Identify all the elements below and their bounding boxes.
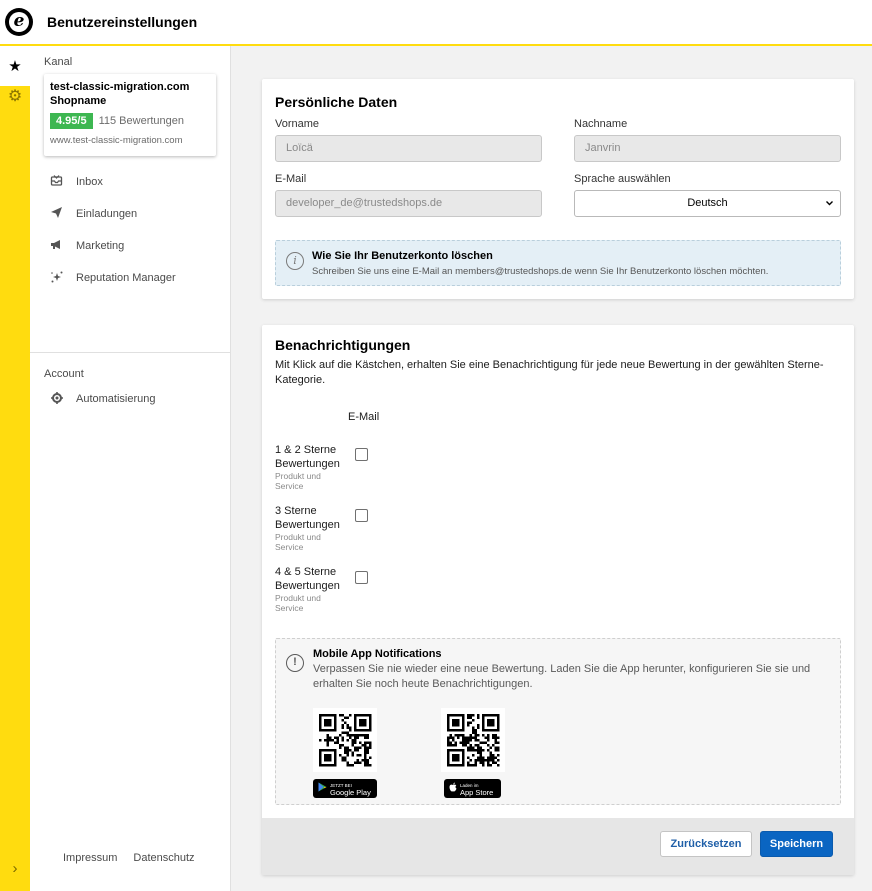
first-name-field[interactable]: Loïcä <box>275 135 542 162</box>
sidebar-item-label: Reputation Manager <box>76 272 176 284</box>
channel-card[interactable] <box>44 74 216 156</box>
chevron-down-icon <box>825 191 834 226</box>
personal-data-title: Persönliche Daten <box>275 94 398 110</box>
notifications-description: Mit Klick auf die Kästchen, erhalten Sie eine Benachrichtigung für jede neue Bewertung in der gewählten Sterne-Kategorie. <box>275 359 824 386</box>
notification-row-3-stars: 3 Sterne Bewertungen Produkt und Service <box>275 505 340 552</box>
page-title: Benutzereinstellungen <box>47 14 198 30</box>
notifications-title: Benachrichtigungen <box>275 337 411 353</box>
email-checkbox-4-5-stars[interactable] <box>355 571 368 584</box>
last-name-label: Nachname <box>574 118 628 130</box>
chevron-right-icon[interactable]: › <box>12 860 18 877</box>
sidebar-item-automatisierung[interactable] <box>50 383 230 415</box>
account-nav <box>50 383 230 415</box>
send-icon <box>50 206 76 222</box>
google-play-text: Google Play <box>330 787 371 797</box>
app-store-small-text: Laden im <box>460 782 479 788</box>
first-name-label: Vorname <box>275 118 320 130</box>
impressum-link[interactable]: Impressum <box>63 852 118 864</box>
inbox-icon <box>50 174 76 190</box>
email-checkbox-3-stars[interactable] <box>355 509 368 522</box>
sidebar-item-inbox[interactable] <box>50 166 230 198</box>
mobile-app-notifications <box>275 638 841 805</box>
email-field[interactable]: developer_de@trustedshops.de <box>275 190 542 217</box>
language-value: Deutsch <box>687 197 728 209</box>
info-title: Wie Sie Ihr Benutzerkonto löschen <box>312 250 493 262</box>
notifications-card <box>262 325 854 875</box>
trusted-shops-logo[interactable]: e <box>5 8 33 36</box>
sidebar-item-marketing[interactable] <box>50 230 230 262</box>
reset-button[interactable]: Zurücksetzen <box>660 831 752 857</box>
automation-icon <box>50 391 76 408</box>
sidebar-divider <box>30 352 230 353</box>
account-section-label: Account <box>44 368 84 380</box>
personal-data-card <box>262 79 854 299</box>
channel-name: test-classic-migration.com <box>50 81 190 93</box>
google-play-qr-code <box>313 708 377 772</box>
info-text: Schreiben Sie uns eine E-Mail an members@trustedshops.de wenn Sie Ihr Benutzerkonto löschen möchten. <box>312 266 769 277</box>
sidebar-footer <box>63 852 195 864</box>
sidebar-nav <box>50 166 230 294</box>
app-notifications-text: Verpassen Sie nie wieder eine neue Bewertung. Laden Sie die App herunter, konfigurieren Sie sie und erhalten Sie noch heute Benachrichtigungen. <box>313 663 811 690</box>
sparkle-icon <box>50 270 76 287</box>
star-icon[interactable]: ★ <box>0 46 30 86</box>
review-count: 115 Bewertungen <box>98 115 185 127</box>
sidebar <box>30 46 231 891</box>
sidebar-item-einladungen[interactable] <box>50 198 230 230</box>
email-checkbox-1-2-stars[interactable] <box>355 448 368 461</box>
google-play-small-text: JETZT BEI <box>330 782 352 788</box>
app-notifications-title: Mobile App Notifications <box>313 648 442 660</box>
channel-url: www.test-classic-migration.com <box>50 135 183 146</box>
google-play-icon <box>318 782 327 795</box>
channel-shopname: Shopname <box>50 95 107 107</box>
notification-row-4-5-stars: 4 & 5 Sterne Bewertungen Produkt und Service <box>275 566 340 613</box>
sidebar-item-reputation-manager[interactable] <box>50 262 230 294</box>
app-rail <box>0 46 30 891</box>
email-column-header: E-Mail <box>348 411 380 423</box>
megaphone-icon <box>50 238 76 254</box>
sidebar-item-label: Automatisierung <box>76 393 156 405</box>
rating-badge: 4.95/5 <box>50 113 93 129</box>
alert-icon: ! <box>286 654 304 672</box>
datenschutz-link[interactable]: Datenschutz <box>133 852 195 864</box>
notifications-footer <box>262 818 854 875</box>
delete-account-info <box>275 240 841 286</box>
email-label: E-Mail <box>275 173 307 185</box>
notification-row-1-2-stars: 1 & 2 Sterne Bewertungen Produkt und Service <box>275 444 340 491</box>
apple-icon <box>449 782 457 795</box>
language-select[interactable] <box>574 190 841 217</box>
language-label: Sprache auswählen <box>574 173 671 185</box>
sidebar-item-label: Einladungen <box>76 208 138 220</box>
app-store-text: App Store <box>460 787 494 797</box>
sidebar-item-label: Marketing <box>76 240 125 252</box>
sidebar-item-label: Inbox <box>76 176 103 188</box>
app-store-button[interactable] <box>444 779 501 798</box>
top-bar <box>0 0 872 46</box>
channel-section-label: Kanal <box>44 56 73 68</box>
last-name-field[interactable]: Janvrin <box>574 135 841 162</box>
gear-icon[interactable]: ⚙ <box>7 88 23 105</box>
app-store-qr-code <box>441 708 505 772</box>
google-play-button[interactable] <box>313 779 377 798</box>
info-icon: i <box>286 252 304 270</box>
save-button[interactable]: Speichern <box>760 831 833 857</box>
